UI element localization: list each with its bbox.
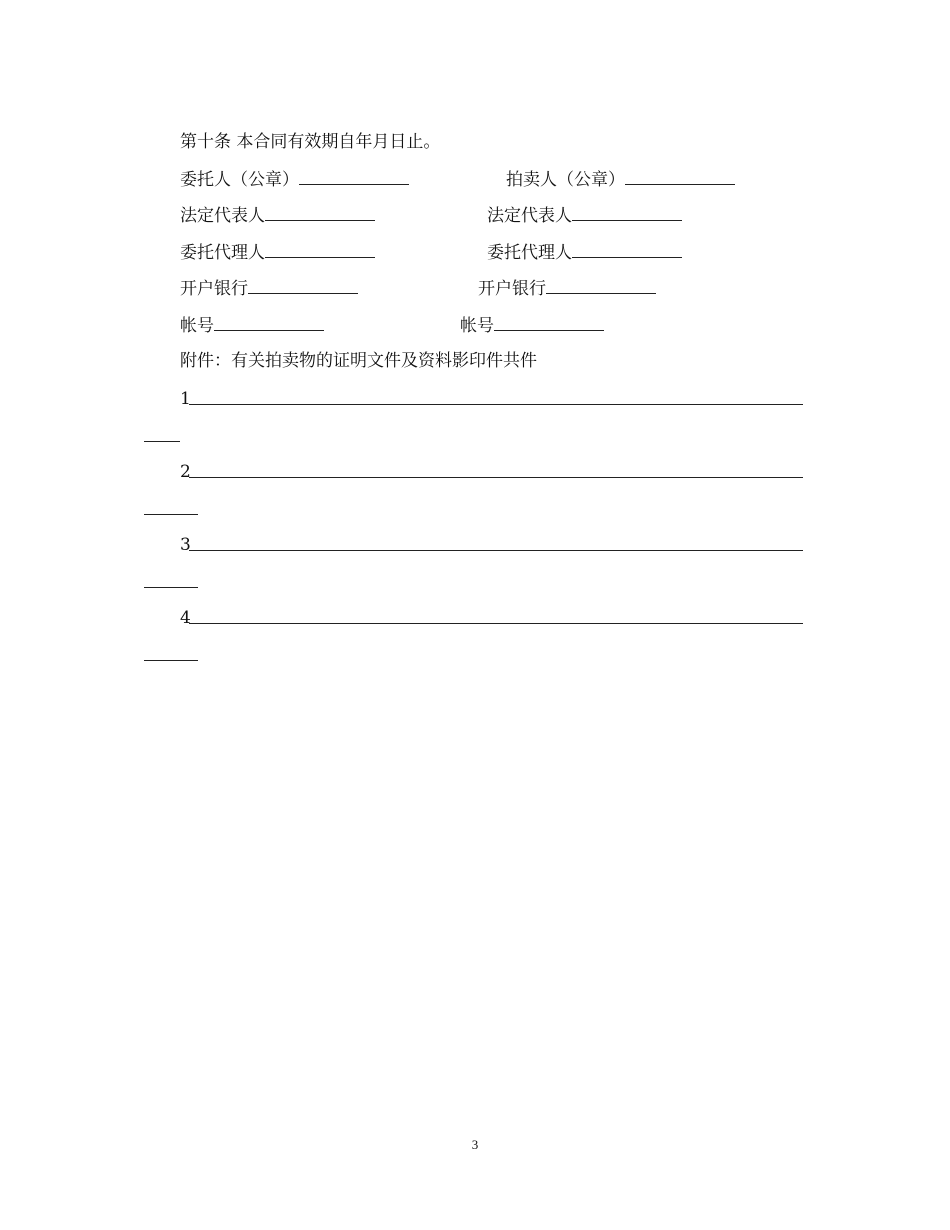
- attachment-item-1-number: 1: [180, 389, 191, 409]
- right-bank-blank[interactable]: [546, 277, 656, 294]
- right-legal-rep-line: [487, 204, 682, 227]
- article-ten-text: 第十条 本合同有效期自年月日止。: [180, 132, 441, 152]
- right-account-line: [460, 314, 604, 337]
- left-agent-line: [180, 241, 375, 264]
- attachment-item-2-blank-continued[interactable]: [144, 513, 198, 515]
- attachment-item-3-number: 3: [180, 535, 191, 555]
- principal-seal-line: [180, 168, 409, 191]
- left-bank-line: [180, 277, 358, 300]
- left-bank-label: 开户银行: [180, 279, 248, 299]
- left-account-line: [180, 314, 324, 337]
- right-bank-label: 开户银行: [478, 279, 546, 299]
- left-legal-rep-label: 法定代表人: [180, 206, 265, 226]
- left-legal-rep-blank[interactable]: [265, 204, 375, 221]
- auctioneer-seal-blank[interactable]: [625, 168, 735, 185]
- right-legal-rep-blank[interactable]: [572, 204, 682, 221]
- auctioneer-seal-label: 拍卖人（公章）: [506, 170, 625, 190]
- attachment-item-3-blank[interactable]: [189, 549, 803, 551]
- right-legal-rep-label: 法定代表人: [487, 206, 572, 226]
- principal-seal-label: 委托人（公章）: [180, 170, 299, 190]
- left-account-blank[interactable]: [214, 314, 324, 331]
- left-account-label: 帐号: [180, 316, 214, 336]
- attachment-item-2-blank[interactable]: [189, 476, 803, 478]
- attachment-item-4-blank[interactable]: [189, 622, 803, 624]
- page-number: 3: [471, 1137, 479, 1152]
- left-bank-blank[interactable]: [248, 277, 358, 294]
- attachment-item-1-blank-continued[interactable]: [144, 440, 180, 442]
- right-bank-line: [478, 277, 656, 300]
- attachment-item-3-blank-continued[interactable]: [144, 586, 198, 588]
- attachment-item-4-blank-continued[interactable]: [144, 659, 198, 661]
- right-account-label: 帐号: [460, 316, 494, 336]
- principal-seal-blank[interactable]: [299, 168, 409, 185]
- left-agent-blank[interactable]: [265, 241, 375, 258]
- attachment-item-1-blank[interactable]: [189, 403, 803, 405]
- attachment-heading: 附件：有关拍卖物的证明文件及资料影印件共件: [180, 351, 537, 371]
- attachment-item-2-number: 2: [180, 462, 191, 482]
- auctioneer-seal-line: [506, 168, 735, 191]
- left-agent-label: 委托代理人: [180, 243, 265, 263]
- right-agent-line: [487, 241, 682, 264]
- left-legal-rep-line: [180, 204, 375, 227]
- right-agent-blank[interactable]: [572, 241, 682, 258]
- right-account-blank[interactable]: [494, 314, 604, 331]
- right-agent-label: 委托代理人: [487, 243, 572, 263]
- attachment-item-4-number: 4: [180, 608, 191, 628]
